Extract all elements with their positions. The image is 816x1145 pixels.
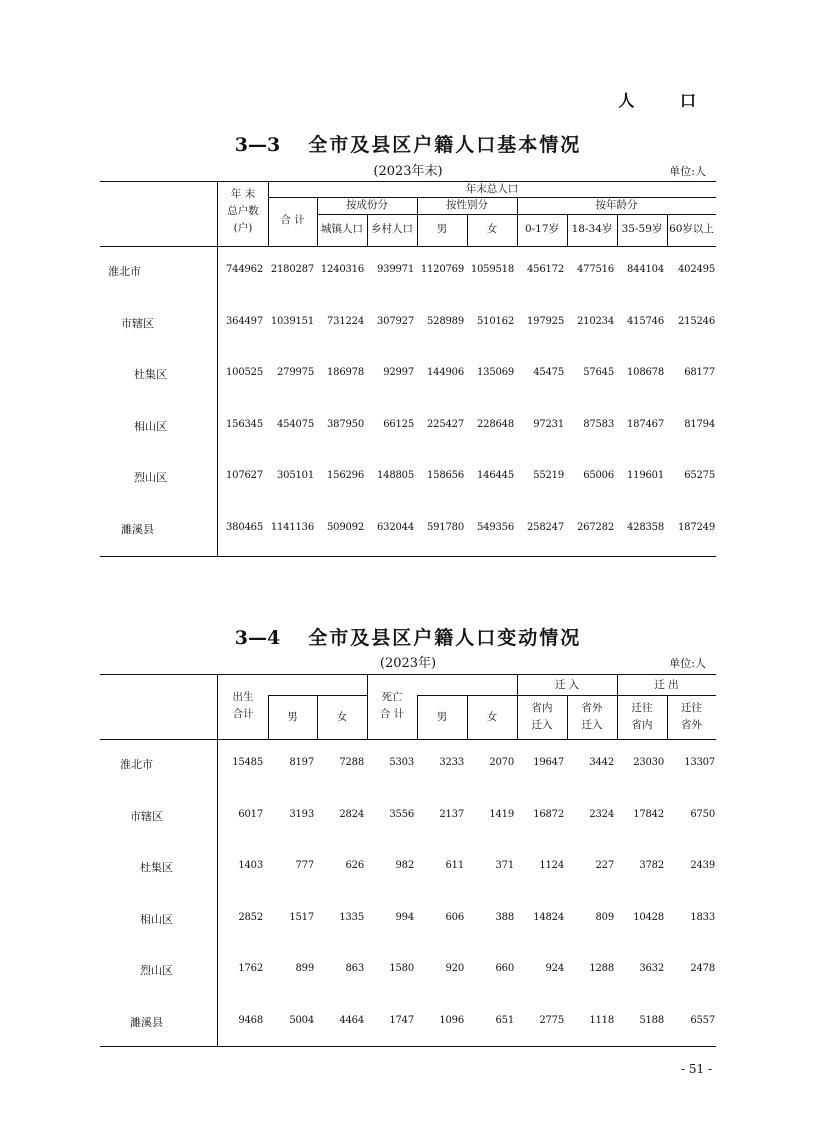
table-cell: 3442 [589, 757, 614, 768]
table1-header-by-age: 按年龄分 [595, 199, 638, 211]
table-cell: 2070 [489, 757, 514, 768]
table-cell: 158656 [427, 470, 464, 482]
table-cell: 1141136 [270, 522, 314, 533]
table1-header-households [218, 186, 268, 237]
table-cell: 107627 [226, 470, 263, 482]
table1-unit: 单位:人 [669, 165, 706, 178]
table-cell: 2824 [339, 808, 364, 820]
table-cell: 5188 [639, 1015, 664, 1026]
table-cell: 6557 [690, 1015, 715, 1026]
table1-title [100, 130, 716, 157]
table1-header-rural: 乡村人口 [371, 223, 413, 235]
row-label: 淮北市 [120, 758, 153, 771]
header-line: 迁往 [631, 702, 653, 714]
table-cell: 1096 [439, 1015, 464, 1026]
table-cell: 509092 [327, 522, 364, 533]
table-cell: 528989 [427, 315, 464, 327]
header-line: 省内 [531, 702, 553, 714]
table-cell: 920 [445, 963, 464, 975]
table-cell: 17842 [633, 808, 664, 820]
table-cell: 371 [495, 860, 514, 872]
table-cell: 1833 [690, 911, 715, 923]
table2-title [100, 623, 716, 650]
table-cell: 187467 [627, 418, 664, 430]
table2-header-male: 男 [287, 711, 298, 723]
table-cell: 477516 [577, 264, 614, 275]
table1-subtitle: (2023年末) [373, 164, 443, 179]
table-cell: 744962 [226, 264, 263, 275]
table-cell: 415746 [627, 315, 664, 327]
table1-header-male: 男 [436, 223, 448, 235]
table-cell: 148805 [377, 470, 414, 482]
row-label: 杜集区 [134, 368, 167, 382]
row-label: 烈山区 [140, 964, 173, 978]
table1-header-by-residence: 按成份分 [346, 199, 388, 211]
header-line: 迁往 [681, 702, 702, 714]
row-label: 市辖区 [130, 809, 163, 823]
table1-header-age-0-17: 0-17岁 [524, 223, 560, 235]
table1-title-text: 全市及县区户籍人口基本情况 [308, 134, 582, 156]
table-cell: 227 [595, 860, 614, 872]
table-cell: 3632 [639, 963, 664, 975]
table-cell: 1120769 [420, 264, 464, 275]
table-cell: 456172 [527, 264, 564, 275]
table-cell: 1419 [489, 808, 514, 820]
header-line: 总户数 [227, 205, 259, 217]
table-cell: 1059518 [470, 264, 514, 275]
header-line: 迁入 [531, 719, 553, 731]
table-cell: 454075 [277, 418, 314, 430]
table-cell: 924 [545, 963, 564, 975]
table-cell: 15485 [232, 757, 263, 768]
table-cell: 611 [445, 860, 464, 872]
table-cell: 187249 [678, 522, 715, 533]
table2-bottom-rule [100, 1046, 716, 1047]
table-cell: 1747 [389, 1015, 414, 1026]
table2-header-births [218, 689, 268, 723]
table-cell: 1240316 [320, 264, 364, 275]
table-cell: 4464 [339, 1015, 364, 1026]
table-cell: 267282 [577, 522, 614, 533]
table-cell: 57645 [583, 367, 614, 379]
table-cell: 108678 [627, 367, 664, 379]
table-cell: 1124 [539, 860, 564, 872]
row-label: 相山区 [134, 419, 167, 433]
header-line: 合 计 [379, 708, 405, 720]
table-cell: 215246 [678, 315, 715, 327]
table-cell: 156345 [226, 418, 263, 430]
table-cell: 2324 [589, 808, 614, 820]
table-cell: 428358 [627, 522, 664, 533]
table-cell: 591780 [427, 522, 464, 533]
table-cell: 68177 [684, 367, 715, 379]
table-cell: 65275 [684, 470, 715, 482]
table-cell: 2180287 [270, 264, 314, 275]
row-label: 相山区 [140, 912, 173, 926]
table-cell: 2137 [439, 808, 464, 820]
table-cell: 9468 [238, 1015, 263, 1026]
row-label: 淮北市 [108, 265, 141, 278]
table-cell: 660 [495, 963, 514, 975]
table-cell: 994 [395, 911, 414, 923]
table-cell: 81794 [684, 418, 715, 430]
table-cell: 258247 [527, 522, 564, 533]
table1-bottom-rule [100, 556, 716, 557]
table2-header-deaths [367, 689, 417, 723]
table-cell: 1762 [238, 963, 263, 975]
table2-hline [417, 695, 716, 696]
table2-header-female: 女 [336, 711, 348, 723]
table-cell: 606 [445, 911, 464, 923]
table-cell: 228648 [477, 418, 514, 430]
table-cell: 100525 [226, 367, 263, 379]
table-cell: 899 [295, 963, 314, 975]
table2-header-male2: 男 [436, 711, 448, 723]
table-cell: 364497 [226, 315, 263, 327]
table2-header-out-province [567, 700, 617, 734]
table-cell: 10428 [633, 911, 664, 923]
table-cell: 307927 [377, 315, 414, 327]
table1-header-total-population: 年末总人口 [465, 183, 519, 195]
table-cell: 7288 [339, 757, 364, 768]
table2-number: 3—4 [234, 627, 281, 649]
table-cell: 16872 [533, 808, 564, 820]
table-cell: 3193 [289, 808, 314, 820]
table-cell: 510162 [477, 315, 514, 327]
header-line: 出生 [232, 691, 254, 703]
table-cell: 402495 [678, 264, 715, 275]
row-label: 濉溪县 [121, 523, 154, 536]
table-cell: 146445 [477, 470, 514, 482]
table-cell: 92997 [383, 367, 414, 379]
table-cell: 939971 [377, 264, 414, 275]
table-cell: 1403 [238, 860, 263, 872]
table-cell: 144906 [427, 367, 464, 379]
table-cell: 45475 [533, 367, 564, 379]
table-cell: 731224 [327, 315, 364, 327]
table-cell: 1288 [589, 963, 614, 975]
table-cell: 632044 [377, 522, 414, 533]
table1-hline [317, 214, 716, 215]
table-cell: 210234 [577, 315, 614, 327]
table2-hline [268, 695, 367, 696]
table-cell: 1118 [589, 1015, 614, 1026]
table-cell: 982 [395, 860, 414, 872]
table-cell: 387950 [327, 418, 364, 430]
table-cell: 66125 [383, 418, 414, 430]
table-cell: 6017 [238, 808, 263, 820]
row-label: 杜集区 [140, 861, 173, 875]
table-cell: 3233 [439, 757, 464, 768]
table-cell: 65006 [583, 470, 614, 482]
page-number: - 51 - [680, 1062, 712, 1076]
table-cell: 14824 [533, 911, 564, 923]
table-cell: 2439 [690, 860, 715, 872]
table-cell: 388 [495, 911, 514, 923]
table-cell: 1517 [289, 911, 314, 923]
header-line: 年 末 [230, 188, 256, 200]
chapter-header: 人 口 [618, 91, 716, 110]
table-cell: 2478 [690, 963, 715, 975]
table-cell: 225427 [427, 418, 464, 430]
table-cell: 119601 [627, 470, 664, 482]
table2-header-move-in: 迁 入 [554, 679, 580, 691]
table-cell: 5004 [289, 1015, 314, 1026]
table1-header-total: 合 计 [280, 214, 305, 226]
row-label: 市辖区 [121, 316, 154, 330]
table-cell: 8197 [289, 757, 314, 768]
table1-number: 3—3 [234, 134, 281, 156]
header-line: 死亡 [381, 691, 403, 703]
table-cell: 777 [295, 860, 314, 872]
table2-header-to-in-province [617, 700, 667, 734]
table-cell: 844104 [627, 264, 664, 275]
table1-header-age-18-34: 18-34岁 [571, 223, 613, 235]
table2-header-move-out: 迁 出 [654, 679, 679, 691]
table2-header-to-out-province [667, 700, 716, 734]
table2-title-text: 全市及县区户籍人口变动情况 [308, 627, 582, 649]
table-cell: 19647 [533, 757, 564, 768]
table-cell: 2775 [539, 1015, 564, 1026]
table-cell: 186978 [327, 367, 364, 379]
table-cell: 5303 [389, 757, 414, 768]
table-cell: 3782 [639, 860, 664, 872]
header-line: 省内 [631, 719, 653, 731]
table-cell: 3556 [389, 808, 414, 820]
header-line: 省外 [681, 719, 702, 731]
table1-header-age-60-plus: 60岁以上 [669, 223, 714, 235]
table-cell: 6750 [690, 808, 715, 820]
table2-header-female2: 女 [486, 711, 498, 723]
table-cell: 279975 [277, 367, 314, 379]
table-cell: 1039151 [270, 315, 314, 327]
table-cell: 87583 [583, 418, 614, 430]
row-label: 烈山区 [134, 471, 167, 485]
table-cell: 380465 [226, 522, 263, 533]
header-line: 合计 [232, 708, 254, 720]
table-cell: 197925 [527, 315, 564, 327]
table1-header-by-sex: 按性别分 [446, 199, 488, 211]
table-cell: 626 [345, 860, 364, 872]
table1-header-age-35-59: 35-59岁 [621, 223, 663, 235]
table1-header-urban: 城镇人口 [321, 223, 363, 235]
row-label: 濉溪县 [130, 1016, 163, 1029]
table-cell: 1335 [339, 911, 364, 923]
table-cell: 2852 [238, 911, 263, 923]
table2-unit: 单位:人 [669, 657, 706, 670]
table2-header-in-province [517, 700, 567, 734]
header-line: 省外 [581, 702, 603, 714]
table-cell: 135069 [477, 367, 514, 379]
table1-header-female: 女 [486, 223, 498, 235]
table-cell: 863 [345, 963, 364, 975]
header-line: 迁入 [581, 719, 603, 731]
table-cell: 156296 [327, 470, 364, 482]
table-cell: 809 [595, 911, 614, 923]
table-cell: 1580 [389, 963, 414, 975]
table2-header-rule [100, 739, 716, 740]
table-cell: 305101 [277, 470, 314, 482]
table-cell: 55219 [533, 470, 564, 482]
table-cell: 97231 [533, 418, 564, 430]
table2-subtitle: (2023年) [379, 656, 437, 671]
table2-top-rule [100, 674, 716, 675]
table-cell: 549356 [477, 522, 514, 533]
header-line: (户) [233, 222, 253, 234]
table-cell: 13307 [684, 757, 715, 768]
table1-header-rule [100, 246, 716, 247]
table-cell: 23030 [633, 757, 664, 768]
table-cell: 651 [495, 1015, 514, 1026]
